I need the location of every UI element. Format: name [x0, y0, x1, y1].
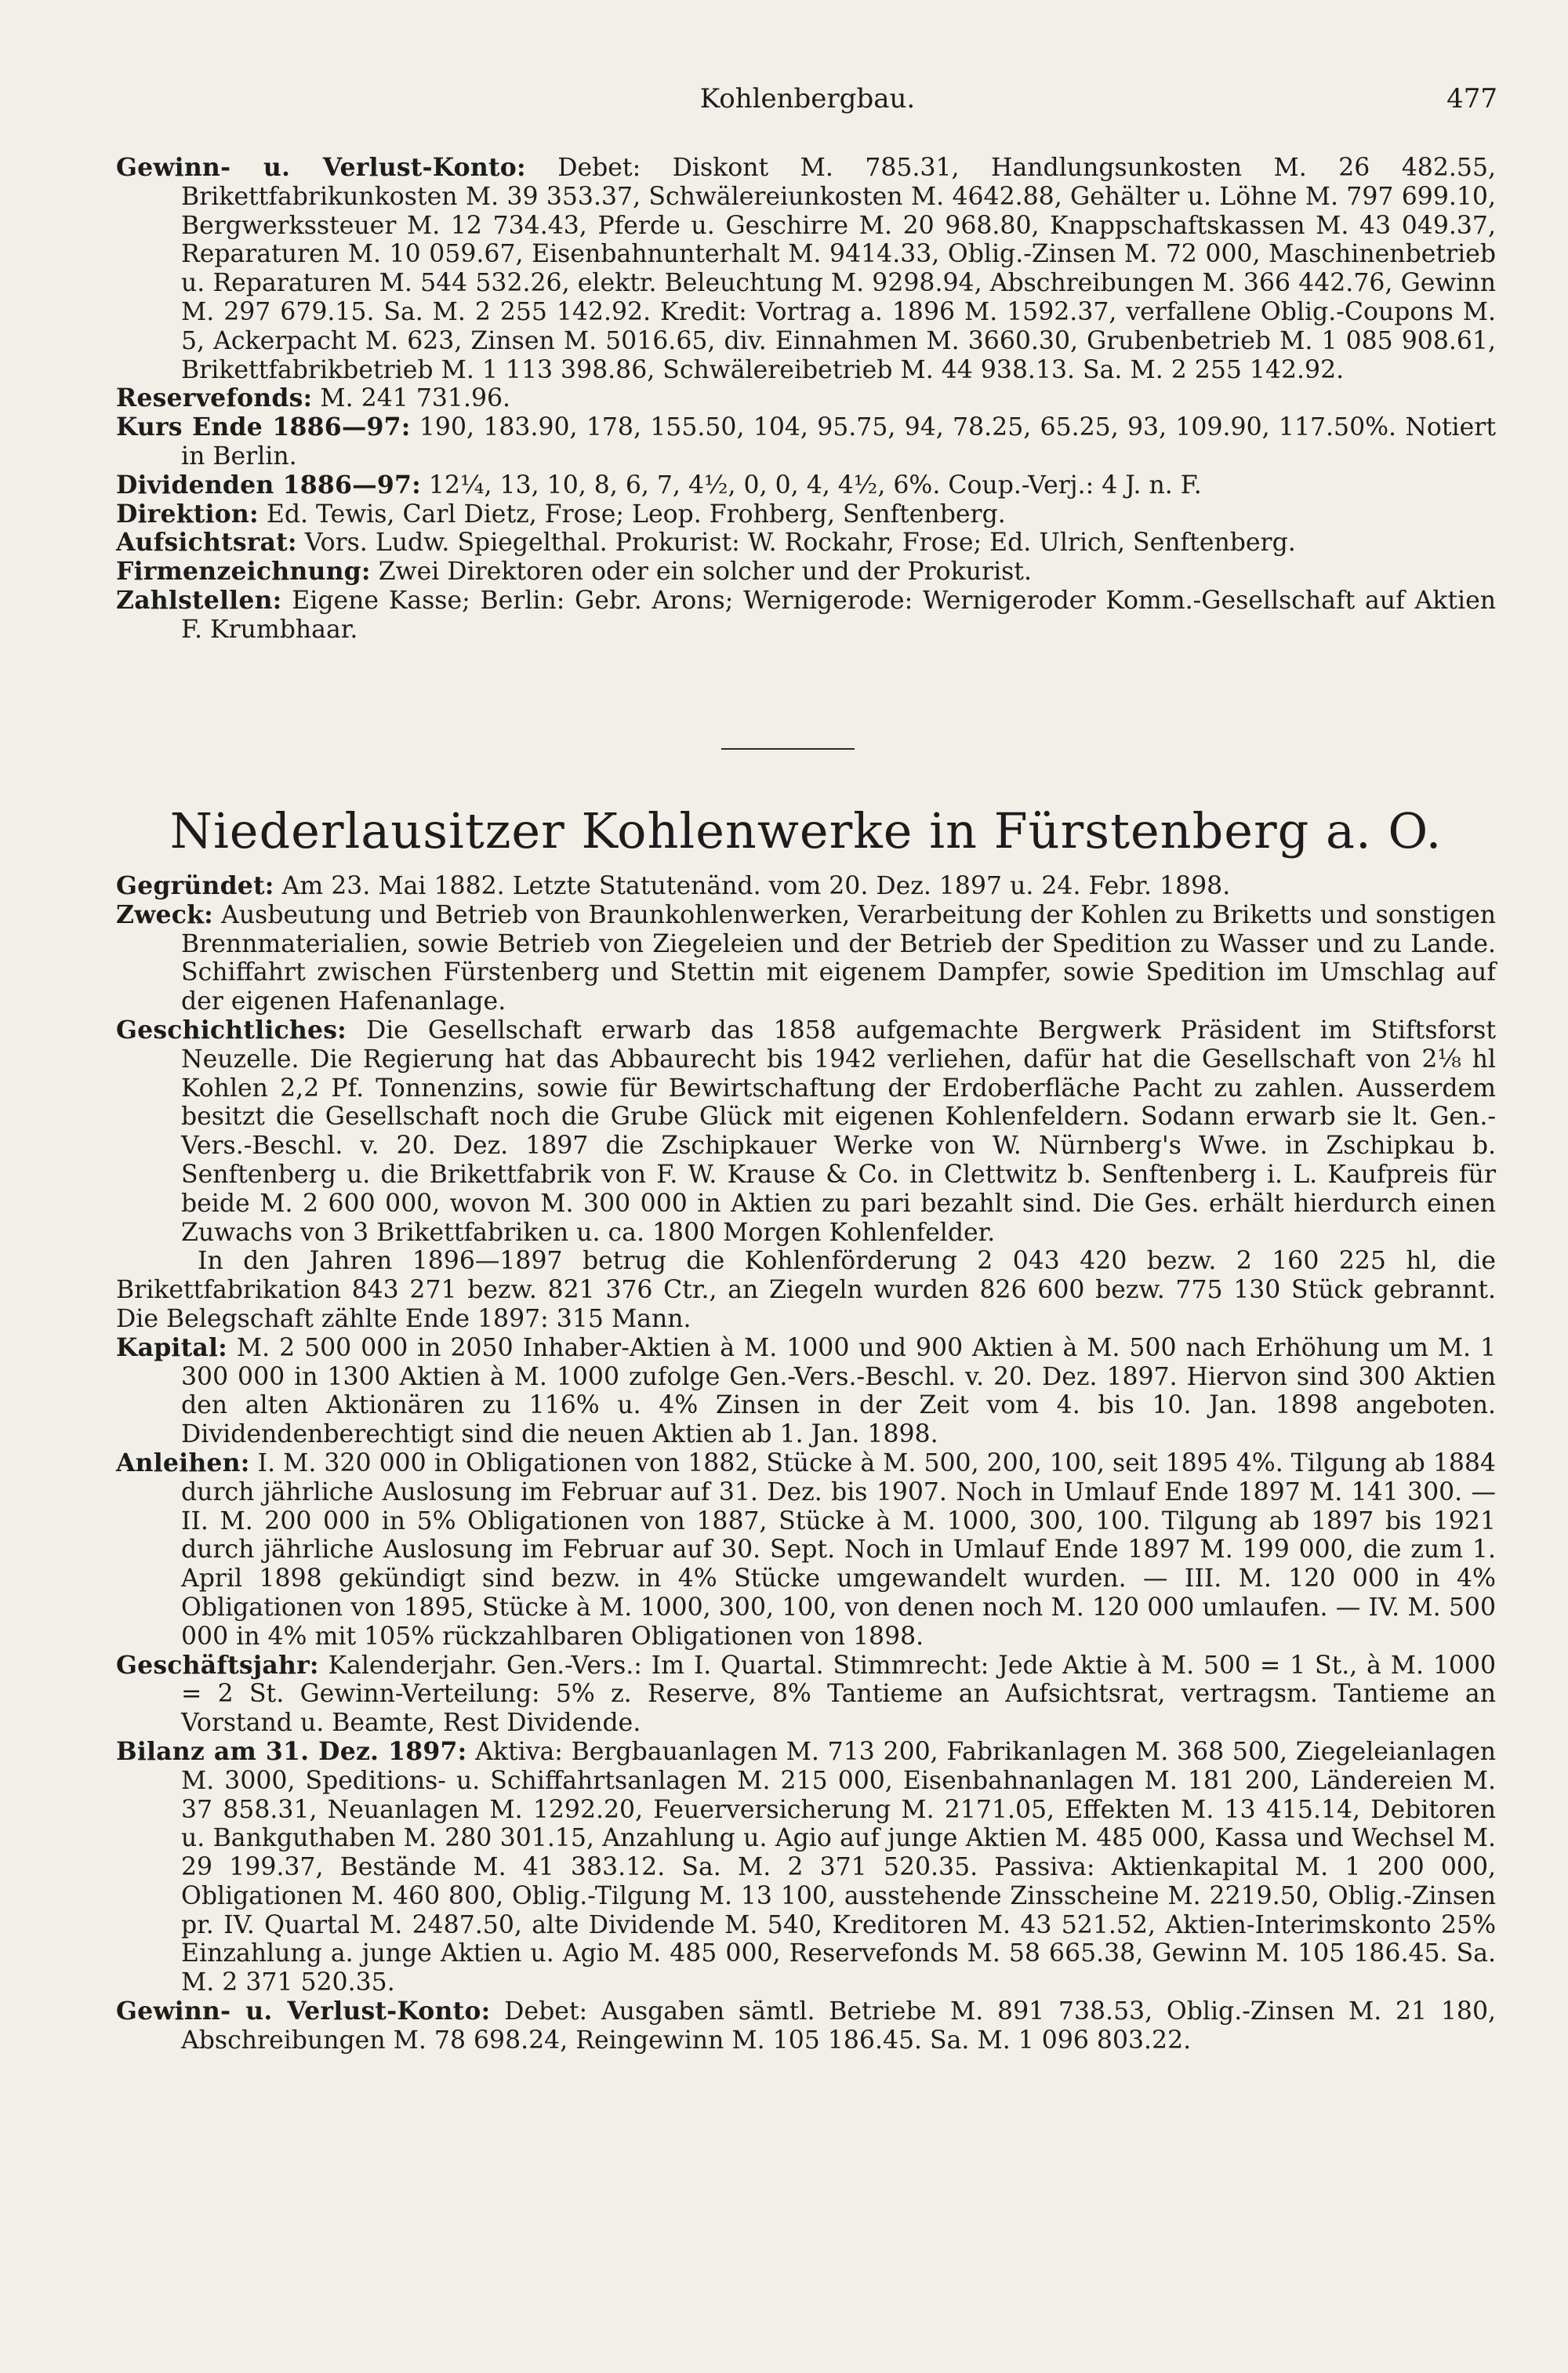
- entry: [116, 1016, 1496, 1247]
- entry: [116, 1738, 1496, 1997]
- entry-text: M. 2 500 000 in 2050 Inhaber-Aktien à M. 1000 und 900 Aktien à M. 500 nach Erhöhung um M. 1 300 000 in 1300 Aktien à M. 1000 zufolge Gen.-Vers.-Beschl. v. 20. Dez. 1897. Hiervon sind 300 Aktien den alten Aktionären zu 116% u. 4% Zinsen in der Zeit vom 4. bis 10. Jan. 1898 angeboten. Dividendenberechtigt sind die neuen Aktien ab 1. Jan. 1898.: [181, 1333, 1496, 1449]
- entry-text: Debet: Ausgaben sämtl. Betriebe M. 891 738.53, Oblig.-Zinsen M. 21 180, Abschreibungen M. 78 698.24, Reingewinn M. 105 186.45. Sa. M. 1 096 803.22.: [181, 1997, 1496, 2055]
- entry: [116, 471, 1496, 500]
- page-number: 477: [1446, 83, 1497, 114]
- entry-label: Firmenzeichnung:: [116, 557, 371, 587]
- entry-label: Zahlstellen:: [116, 585, 282, 615]
- entry-text: 12¼, 13, 10, 8, 6, 7, 4½, 0, 0, 4, 4½, 6%. Coup.-Verj.: 4 J. n. F.: [420, 471, 1202, 500]
- company-section: [116, 872, 1496, 2055]
- entry-text: Debet: Diskont M. 785.31, Handlungsunkosten M. 26 482.55, Brikettfabrikunkosten M. 39 353.37, Schwälereiunkosten M. 4642.88, Gehälter u. Löhne M. 797 699.10, Bergwerkssteuer M. 12 734.43, Pferde u. Geschirre M. 20 968.80, Knappschaftskassen M. 43 049.37, Reparaturen M. 10 059.67, Eisenbahnunterhalt M. 9414.33, Oblig.-Zinsen M. 72 000, Maschinenbetrieb u. Reparaturen M. 544 532.26, elektr. Beleuchtung M. 9298.94, Abschreibungen M. 366 442.76, Gewinn M. 297 679.15. Sa. M. 2 255 142.92. Kredit: Vortrag a. 1896 M. 1592.37, verfallene Oblig.-Coupons M. 5, Ackerpacht M. 623, Zinsen M. 5016.65, div. Einnahmen M. 3660.30, Grubenbetrieb M. 1 085 908.61, Brikettfabrikbetrieb M. 1 113 398.86, Schwälereibetrieb M. 44 938.13. Sa. M. 2 255 142.92.: [181, 154, 1496, 384]
- entry-text: I. M. 320 000 in Obligationen von 1882, Stücke à M. 500, 200, 100, seit 1895 4%. Tilgung ab 1884 durch jährliche Auslosung im Februar auf 31. Dez. bis 1907. Noch in Umlauf Ende 1897 M. 141 300. — II. M. 200 000 in 5% Obligationen von 1887, Stücke à M. 1000, 300, 100. Tilgung ab 1897 bis 1921 durch jährliche Auslosung im Februar auf 30. Sept. Noch in Umlauf Ende 1897 M. 199 000, die zum 1. April 1898 gekündigt sind bezw. in 4% Stücke umgewandelt wurden. — III. M. 120 000 in 4% Obligationen von 1895, Stücke à M. 1000, 300, 100, von denen noch M. 120 000 umlaufen. — IV. M. 500 000 in 4% mit 105% rückzahlbaren Obligationen von 1898.: [181, 1448, 1496, 1651]
- entry: [116, 384, 1496, 413]
- entry-text: Vors. Ludw. Spiegelthal. Prokurist: W. Rockahr, Frose; Ed. Ulrich, Senftenberg.: [296, 529, 1296, 558]
- entry-text: M. 241 731.96.: [312, 384, 511, 413]
- entry: [116, 529, 1496, 558]
- previous-company-section: [116, 154, 1496, 645]
- entry: [116, 1997, 1496, 2055]
- entry-label: Gewinn- u. Verlust-Konto:: [116, 153, 526, 182]
- entry: [116, 154, 1496, 384]
- entry-text: Am 23. Mai 1882. Letzte Statutenänd. vom 20. Dez. 1897 u. 24. Febr. 1898.: [274, 872, 1231, 900]
- entry-text: Zwei Direktoren oder ein solcher und der Prokurist.: [370, 558, 1032, 587]
- entry-label: Gewinn- u. Verlust-Konto:: [116, 1997, 491, 2026]
- entry: [116, 901, 1496, 1016]
- entry-text: Ed. Tewis, Carl Dietz, Frose; Leop. Frohberg, Senftenberg.: [258, 500, 1006, 529]
- entry-label: Zweck:: [116, 899, 213, 929]
- entry-label: Geschichtliches:: [116, 1015, 347, 1045]
- entry-label: Anleihen:: [116, 1448, 250, 1477]
- section-divider: [721, 748, 855, 750]
- entry-text: Aktiva: Bergbauanlagen M. 713 200, Fabrikanlagen M. 368 500, Ziegeleianlagen M. 3000, Speditions- u. Schiffahrtsanlagen M. 215 000, Eisenbahnanlagen M. 181 200, Ländereien M. 37 858.31, Neuanlagen M. 1292.20, Feuerversicherung M. 2171.05, Effekten M. 13 415.14, Debitoren u. Bankguthaben M. 280 301.15, Anzahlung u. Agio auf junge Aktien M. 485 000, Kassa und Wechsel M. 29 199.37, Bestände M. 41 383.12. Sa. M. 2 371 520.35. Passiva: Aktienkapital M. 1 200 000, Obligationen M. 460 800, Oblig.-Tilgung M. 13 100, ausstehende Zinsscheine M. 2219.50, Oblig.-Zinsen pr. IV. Quartal M. 2487.50, alte Dividende M. 540, Kreditoren M. 43 521.52, Aktien-Interimskonto 25% Einzahlung a. junge Aktien u. Agio M. 485 000, Reservefonds M. 58 665.38, Gewinn M. 105 186.45. Sa. M. 2 371 520.35.: [181, 1737, 1497, 1997]
- running-header: [118, 83, 1497, 130]
- entry-label: Aufsichtsrat:: [116, 528, 297, 558]
- entry-text: In den Jahren 1896—1897 betrug die Kohlenförderung 2 043 420 bezw. 2 160 225 hl, die Brikettfabrikation 843 271 bezw. 821 376 Ctr., an Ziegeln wurden 826 600 bezw. 775 130 Stück gebrannt. Die Belegschaft zählte Ende 1897: 315 Mann.: [116, 1247, 1496, 1333]
- entry-text: Kalenderjahr. Gen.-Vers.: Im I. Quartal. Stimmrecht: Jede Aktie à M. 500 = 1 St., à M. 1000 = 2 St. Gewinn-Verteilung: 5% z. Reserve, 8% Tantieme an Aufsichtsrat, vertragsm. Tantieme an Vorstand u. Beamte, Rest Dividende.: [181, 1651, 1496, 1738]
- entry-text: Eigene Kasse; Berlin: Gebr. Arons; Wernigerode: Wernigeroder Komm.-Gesellschaft auf Aktien F. Krumbhaar.: [181, 586, 1496, 644]
- entry-label: Kapital:: [116, 1332, 227, 1362]
- entry: [116, 587, 1496, 645]
- entry-label: Reservefonds:: [116, 383, 313, 413]
- entry-text: Ausbeutung und Betrieb von Braunkohlenwerken, Verarbeitung der Kohlen zu Briketts und sonstigen Brennmaterialien, sowie Betrieb von Ziegeleien und der Betrieb der Spedition zu Wasser und zu Lande. Schiffahrt zwischen Fürstenberg und Stettin mit eigenem Dampfer, sowie Spedition im Umschlag auf der eigenen Hafenanlage.: [181, 900, 1496, 1016]
- entry-label: Bilanz am 31. Dez. 1897:: [116, 1736, 467, 1766]
- entry-continuation: [116, 1247, 1496, 1333]
- entry-label: Gegründet:: [116, 871, 274, 900]
- entry: [116, 872, 1496, 901]
- entry-label: Kurs Ende 1886—97:: [116, 412, 411, 442]
- entry-label: Direktion:: [116, 499, 259, 529]
- header-title: Kohlenbergbau.: [699, 83, 916, 114]
- entry-text: 190, 183.90, 178, 155.50, 104, 95.75, 94, 78.25, 65.25, 93, 109.90, 117.50%. Notiert in Berlin.: [181, 413, 1496, 471]
- entry: [116, 413, 1496, 471]
- company-title: Niederlausitzer Kohlenwerke in Fürstenberg a. O.: [169, 802, 1443, 859]
- entry-text: Die Gesellschaft erwarb das 1858 aufgemachte Bergwerk Präsident im Stiftsforst Neuzelle. Die Regierung hat das Abbaurecht bis 1942 verliehen, dafür hat die Gesellschaft von 2⅛ hl Kohlen 2,2 Pf. Tonnenzins, sowie für Bewirtschaftung der Erdoberfläche Pacht zu zahlen. Ausserdem besitzt die Gesellschaft noch die Grube Glück mit eigenen Kohlenfeldern. Sodann erwarb sie lt. Gen.-Vers.-Beschl. v. 20. Dez. 1897 die Zschipkauer Werke von W. Nürnberg's Wwe. in Zschipkau b. Senftenberg u. die Brikettfabrik von F. W. Krause & Co. in Clettwitz b. Senftenberg i. L. Kaufpreis für beide M. 2 600 000, wovon M. 300 000 in Aktien zu pari bezahlt sind. Die Ges. erhält hierdurch einen Zuwachs von 3 Brikettfabriken u. ca. 1800 Morgen Kohlenfelder.: [181, 1016, 1496, 1247]
- entry-label: Geschäftsjahr:: [116, 1650, 319, 1680]
- entry: [116, 558, 1496, 587]
- entry-label: Dividenden 1886—97:: [116, 470, 421, 500]
- entry: [116, 1652, 1496, 1738]
- entry: [116, 500, 1496, 529]
- entry: [116, 1449, 1496, 1652]
- entry: [116, 1334, 1496, 1449]
